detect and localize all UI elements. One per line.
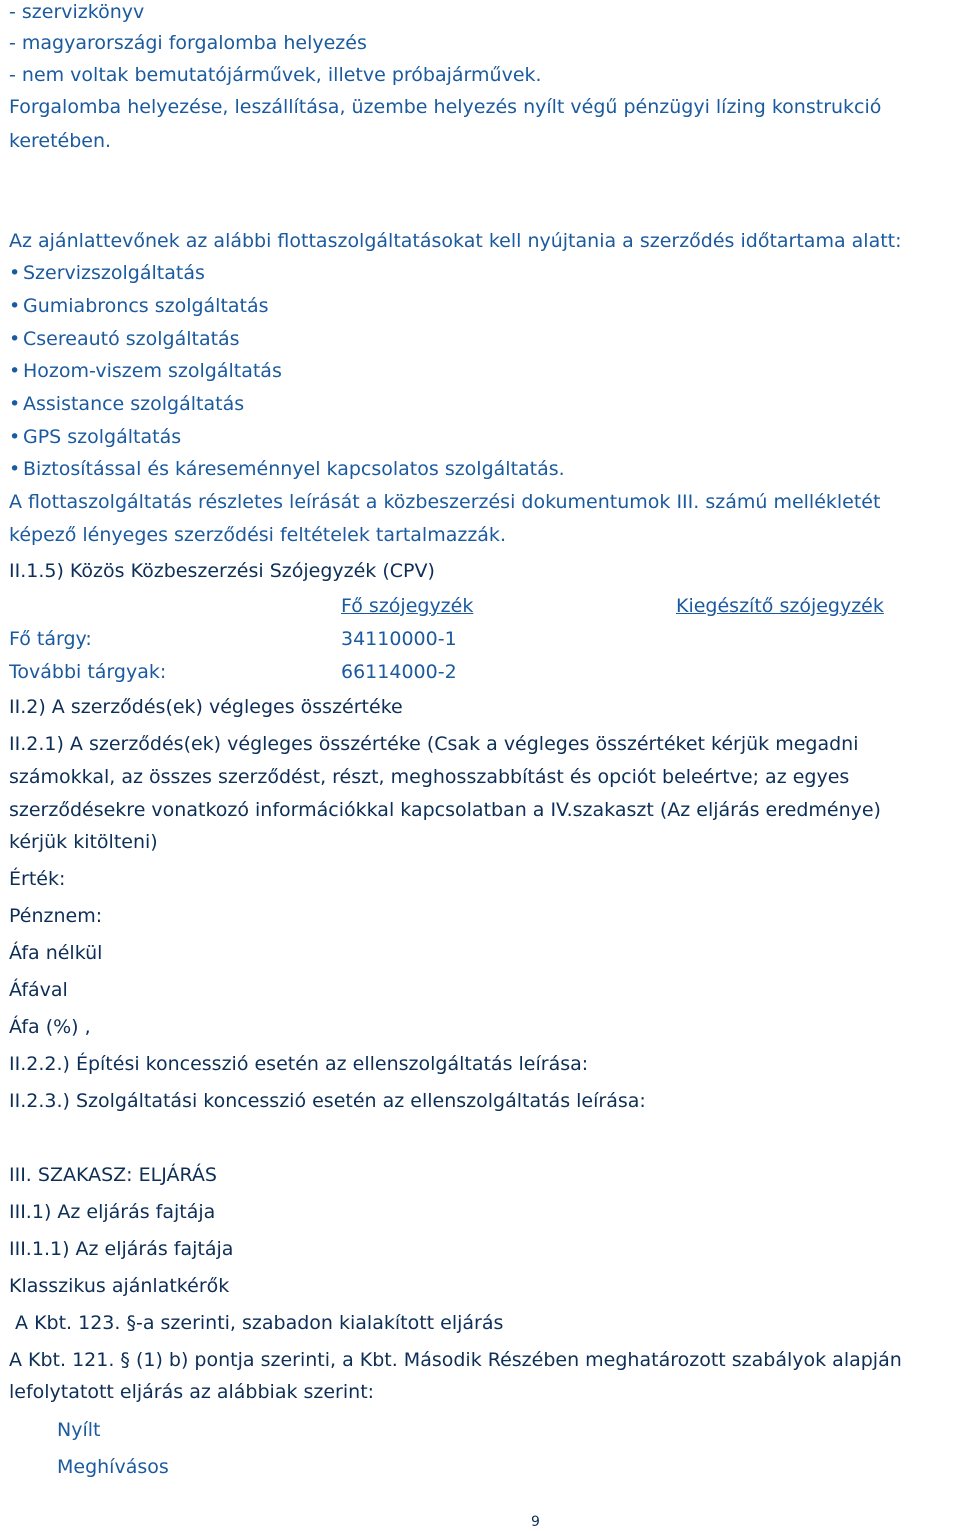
service-label: Biztosítással és káreseménnyel kapcsolatos szolgáltatás. <box>23 458 565 480</box>
bullet-icon: • <box>9 458 21 480</box>
service-label: Gumiabroncs szolgáltatás <box>23 295 269 317</box>
cpv-supp-header: Kiegészítő szójegyzék <box>676 595 884 617</box>
classic-contracting: Klasszikus ajánlatkérők <box>9 1275 230 1297</box>
bullet-icon: • <box>9 295 21 317</box>
cpv-heading: II.1.5) Közös Közbeszerzési Szójegyzék (CPV) <box>9 560 435 582</box>
intro-line-3: - nem voltak bemutatójárművek, illetve próbajárművek. <box>9 64 542 86</box>
section3-heading: III. SZAKASZ: ELJÁRÁS <box>9 1164 217 1186</box>
bullet-icon: • <box>9 360 21 382</box>
concession-works: II.2.2.) Építési koncesszió esetén az ellenszolgáltatás leírása: <box>9 1053 589 1075</box>
intro-line-5: keretében. <box>9 130 112 152</box>
field-vat: Áfa (%) , <box>9 1016 91 1038</box>
service-item <box>9 257 950 290</box>
service-label: Csereautó szolgáltatás <box>23 328 240 350</box>
bullet-icon: • <box>9 262 21 284</box>
cpv-row-code: 66114000-2 <box>341 661 457 683</box>
services-intro: Az ajánlattevőnek az alábbi flottaszolgáltatásokat kell nyújtania a szerződés időtartama alatt: <box>9 230 902 252</box>
procedure-restricted: Meghívásos <box>57 1456 169 1478</box>
service-item <box>9 355 950 388</box>
description-line-1: A flottaszolgáltatás részletes leírását a közbeszerzési dokumentumok III. számú mellékletét <box>9 491 881 513</box>
service-item <box>9 388 950 421</box>
service-label: Hozom-viszem szolgáltatás <box>23 360 282 382</box>
field-value: Érték: <box>9 868 66 890</box>
page-number: 9 <box>531 1514 540 1530</box>
final-value-para-line: számokkal, az összes szerződést, részt, meghosszabbítást és opciót beleértve; az egyes <box>9 766 850 788</box>
section3-sub2: III.1.1) Az eljárás fajtája <box>9 1238 234 1260</box>
field-currency: Pénznem: <box>9 905 103 927</box>
cpv-main-header: Fő szójegyzék <box>341 595 474 617</box>
intro-line-2: - magyarországi forgalomba helyezés <box>9 32 367 54</box>
final-value-para-line: szerződésekre vonatkozó információkkal kapcsolatban a IV.szakaszt (Az eljárás eredménye) <box>9 799 881 821</box>
field-gross: Áfával <box>9 979 68 1001</box>
intro-line-1: - szervizkönyv <box>9 1 145 23</box>
service-label: Szervizszolgáltatás <box>23 262 205 284</box>
section3-sub1: III.1) Az eljárás fajtája <box>9 1201 216 1223</box>
field-net: Áfa nélkül <box>9 942 103 964</box>
bullet-icon: • <box>9 328 21 350</box>
bullet-icon: • <box>9 426 21 448</box>
kbt123-option: A Kbt. 123. §-a szerinti, szabadon kialakított eljárás <box>9 1312 504 1334</box>
service-item <box>9 421 950 454</box>
intro-line-4: Forgalomba helyezése, leszállítása, üzembe helyezés nyílt végű pénzügyi lízing konstrukció <box>9 96 882 118</box>
final-value-para-line: II.2.1) A szerződés(ek) végleges összértéke (Csak a végleges összértéket kérjük megadni <box>9 733 859 755</box>
concession-services: II.2.3.) Szolgáltatási koncesszió esetén az ellenszolgáltatás leírása: <box>9 1090 646 1112</box>
service-item <box>9 323 950 356</box>
service-label: GPS szolgáltatás <box>23 426 182 448</box>
final-value-heading: II.2) A szerződés(ek) végleges összértéke <box>9 696 403 718</box>
procedure-open: Nyílt <box>57 1419 101 1441</box>
cpv-row-label: Fő tárgy: <box>9 628 92 650</box>
bullet-icon: • <box>9 393 21 415</box>
kbt121-line-2: lefolytatott eljárás az alábbiak szerint: <box>9 1381 375 1403</box>
cpv-row-label: További tárgyak: <box>9 661 167 683</box>
description-line-2: képező lényeges szerződési feltételek tartalmazzák. <box>9 524 506 546</box>
kbt121-line-1: A Kbt. 121. § (1) b) pontja szerinti, a Kbt. Második Részében meghatározott szabályok alapján <box>9 1349 902 1371</box>
service-item <box>9 290 950 323</box>
service-item <box>9 453 950 486</box>
cpv-row-code: 34110000-1 <box>341 628 457 650</box>
final-value-para-line: kérjük kitölteni) <box>9 831 158 853</box>
service-label: Assistance szolgáltatás <box>23 393 245 415</box>
